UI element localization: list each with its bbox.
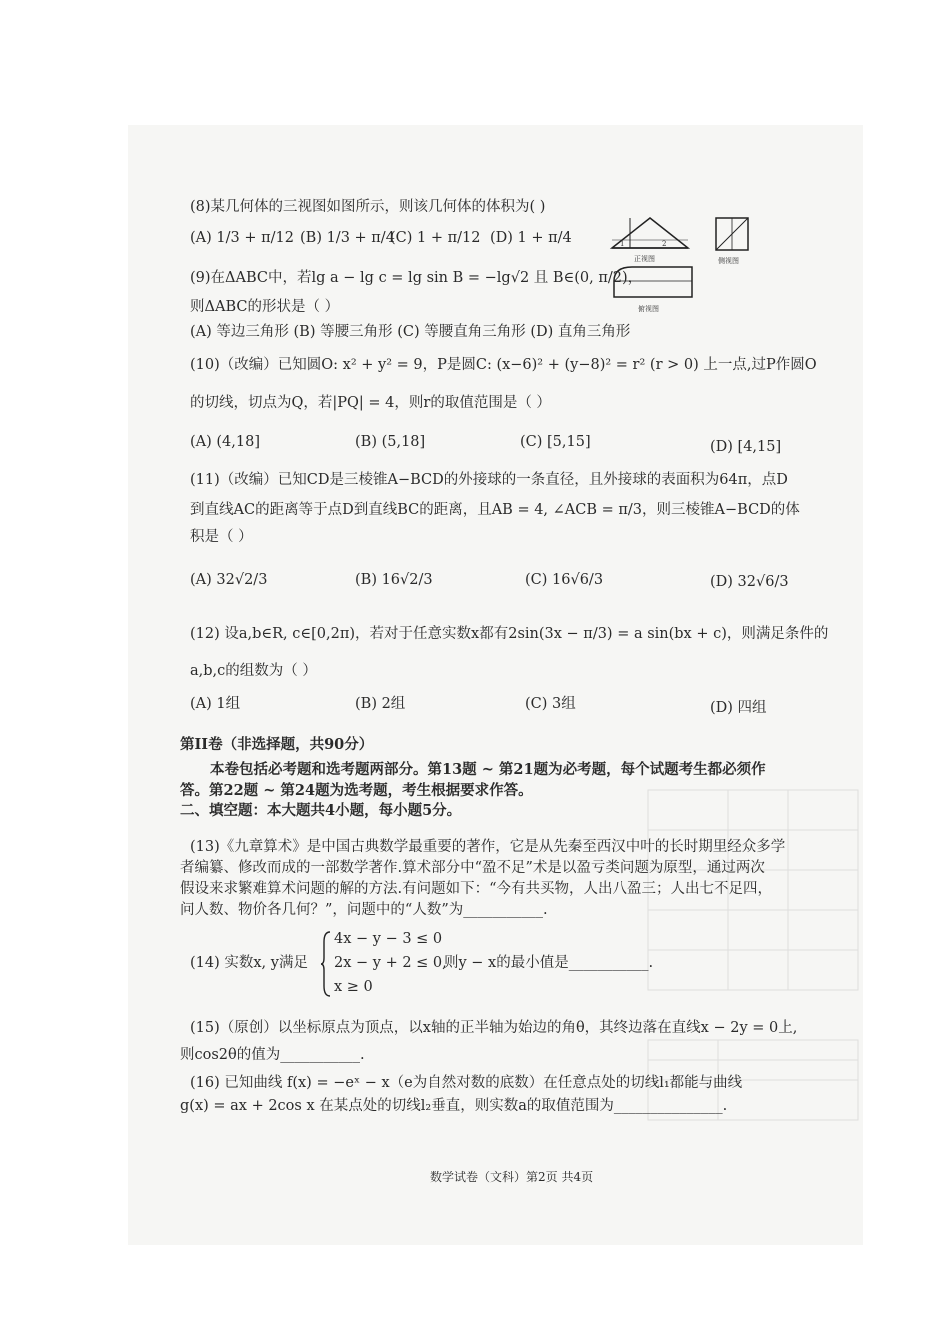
part2-note-1: 本卷包括必考题和选考题两部分。第13题 ~ 第21题为必考题，每个试题考生都必须作 [210, 761, 766, 778]
q12-option-c: (C) 3组 [525, 696, 576, 712]
q14-lead: (14) 实数x, y满足 [190, 955, 308, 971]
q16-line-2: g(x) = ax + 2cos x 在某点处的切线l₂垂直，则实数a的取值范围为_______________. [180, 1098, 728, 1114]
front-dim-2: 2 [662, 240, 667, 248]
q11-stem: (11)（改编）已知CD是三棱锥A−BCD的外接球的一条直径，且外接球的表面积为64π，点D [190, 472, 788, 488]
q15-line-1: (15)（原创）以坐标原点为顶点，以x轴的正半轴为始边的角θ，其终边落在直线x − 2y = 0上, [190, 1020, 798, 1036]
part2-heading: 第II卷（非选择题，共90分） [180, 736, 374, 753]
q13-line-2: 者编纂、修改而成的一部数学著作.算术部分中“盈不足”术是以盈亏类问题为原型，通过两次 [180, 860, 765, 876]
side-view-figure [712, 214, 752, 254]
q9-options: (A) 等边三角形 (B) 等腰三角形 (C) 等腰直角三角形 (D) 直角三角形 [190, 324, 631, 340]
q9-stem: (9)在ΔABC中，若lg a − lg c = lg sin B = −lg√2 且 B∈(0, π/2)， [190, 270, 643, 286]
part2-note-2: 答。第22题 ~ 第24题为选考题，考生根据要求作答。 [180, 782, 533, 799]
q10-stem-2: 的切线，切点为Q，若|PQ| = 4，则r的取值范围是（ ） [190, 395, 551, 411]
q8-option-c: (C) 1 + π/12 [390, 230, 481, 246]
q12-stem-2: a,b,c的组数为（ ） [190, 663, 317, 679]
fill-in-section-heading: 二、填空题：本大题共4小题，每小题5分。 [180, 802, 462, 819]
front-dim-1: 1 [620, 240, 625, 248]
q13-line-1: (13)《九章算术》是中国古典数学最重要的著作，它是从先秦至西汉中叶的长时期里经众多学 [190, 839, 786, 855]
q12-option-b: (B) 2组 [355, 696, 406, 712]
brace-icon [320, 930, 332, 998]
q13-line-4: 问人数、物价各几何？”，问题中的“人数”为___________. [180, 902, 548, 918]
q13-line-3: 假设来求繁难算术问题的解的方法.有问题如下：“今有共买物，人出八盈三；人出七不足四， [180, 881, 773, 897]
q10-option-c: (C) [5,15] [520, 434, 591, 450]
top-view-label: 俯视图 [638, 305, 659, 313]
q12-option-d: (D) 四组 [710, 700, 767, 716]
q10-option-d: (D) [4,15] [710, 439, 782, 455]
q10-option-b: (B) (5,18] [355, 434, 426, 450]
q14-constraint-3: x ≥ 0 [334, 979, 373, 995]
q8-option-b: (B) 1/3 + π/4 [300, 230, 395, 246]
q8-stem: (8)某几何体的三视图如图所示，则该几何体的体积为( ) [190, 199, 546, 215]
q11-option-d: (D) 32√6/3 [710, 574, 789, 590]
q14-tail: 则y − x的最小值是___________. [444, 955, 654, 971]
q11-stem-2: 到直线AC的距离等于点D到直线BC的距离，且AB = 4, ∠ACB = π/3，则三棱锥A−BCD的体 [190, 502, 800, 518]
page-footer: 数学试卷（文科）第2页 共4页 [430, 1170, 594, 1184]
q12-stem: (12) 设a,b∈R, c∈[0,2π)，若对于任意实数x都有2sin(3x − π/3) = a sin(bx + c)，则满足条件的 [190, 626, 829, 642]
front-view-label: 正视图 [634, 255, 655, 263]
q16-line-1: (16) 已知曲线 f(x) = −eˣ − x（e为自然对数的底数）在任意点处的切线l₁都能与曲线 [190, 1075, 743, 1091]
q8-option-a: (A) 1/3 + π/12 [190, 230, 294, 246]
q11-stem-3: 积是（ ） [190, 529, 253, 545]
q11-option-c: (C) 16√6/3 [525, 572, 604, 588]
q8-option-d: (D) 1 + π/4 [490, 230, 572, 246]
q10-stem: (10)（改编）已知圆O: x² + y² = 9，P是圆C: (x−6)² + (y−8)² = r² (r > 0) 上一点,过P作圆O [190, 357, 817, 373]
q10-option-a: (A) (4,18] [190, 434, 260, 450]
q14-constraint-1: 4x − y − 3 ≤ 0 [334, 931, 443, 947]
q15-line-2: 则cos2θ的值为___________. [180, 1047, 365, 1063]
q14-constraint-2: 2x − y + 2 ≤ 0, [334, 955, 447, 971]
q12-option-a: (A) 1组 [190, 696, 241, 712]
q9-stem-2: 则ΔABC的形状是（ ） [190, 299, 340, 315]
q11-option-a: (A) 32√2/3 [190, 572, 268, 588]
q11-option-b: (B) 16√2/3 [355, 572, 433, 588]
side-view-label: 侧视图 [718, 257, 739, 265]
